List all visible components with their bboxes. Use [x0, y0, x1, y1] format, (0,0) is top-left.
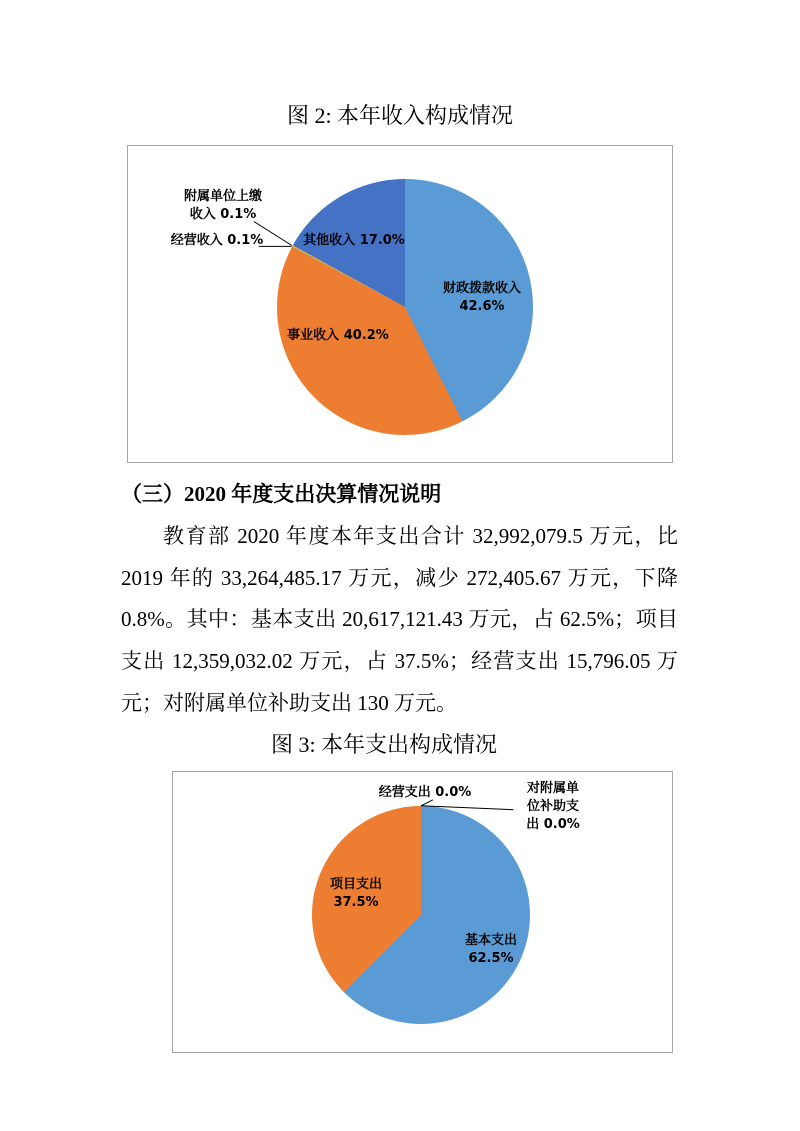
label-affiliated-unit-income [148, 188, 298, 224]
expenditure-section [121, 474, 678, 725]
label-basic-expenditure-line2: 62.5% [468, 951, 514, 966]
label-operating-expenditure: 经营支出 0.0% [378, 785, 472, 800]
label-project-expenditure-line1: 项目支出 [329, 877, 382, 892]
paragraph-line: 支出 12,359,032.02 万元，占 37.5%；经营支出 15,796.05 万 [121, 649, 678, 674]
label-subsidy-line2: 位补助支 [526, 799, 579, 814]
label-fiscal-appropriation-line2: 42.6% [459, 299, 505, 314]
paragraph-line: 0.8%。其中：基本支出 20,617,121.43 万元，占 62.5%；项目 [121, 607, 678, 632]
figure2-chart-frame [127, 145, 673, 463]
paragraph-line: 2019 年的 33,264,485.17 万元，减少 272,405.67 万元，下降 [121, 565, 678, 590]
label-affiliated-unit-income-line1: 附属单位上缴 [183, 189, 262, 204]
paragraph-line: 教育部 2020 年度本年支出合计 32,992,079.5 万元，比 [163, 523, 678, 548]
label-operating-income: 经营收入 0.1% [170, 233, 264, 248]
section-heading: （三）2020 年度支出决算情况说明 [121, 482, 442, 506]
label-project-expenditure-line2: 37.5% [333, 895, 379, 910]
label-subsidy-line1: 对附属单 [526, 781, 579, 796]
figure3-chart-frame [172, 771, 673, 1053]
label-fiscal-appropriation-income [407, 280, 557, 316]
label-subsidy-to-affiliated-units [503, 780, 603, 834]
label-affiliated-unit-income-line2: 收入 0.1% [189, 207, 257, 222]
figure3-caption: 图 3: 本年支出构成情况 [270, 732, 498, 757]
label-basic-expenditure [416, 932, 566, 968]
label-fiscal-appropriation-line1: 财政拨款收入 [442, 281, 521, 296]
label-project-expenditure [281, 876, 431, 912]
expenditure-pie-chart [312, 806, 530, 1024]
figure2-caption: 图 2: 本年收入构成情况 [286, 103, 514, 128]
label-basic-expenditure-line1: 基本支出 [464, 933, 517, 948]
paragraph-line: 元；对附属单位补助支出 130 万元。 [121, 690, 457, 715]
label-subsidy-line3: 出 0.0% [526, 817, 580, 832]
label-business-income: 事业收入 40.2% [287, 328, 389, 343]
label-other-income: 其他收入 17.0% [303, 233, 405, 248]
